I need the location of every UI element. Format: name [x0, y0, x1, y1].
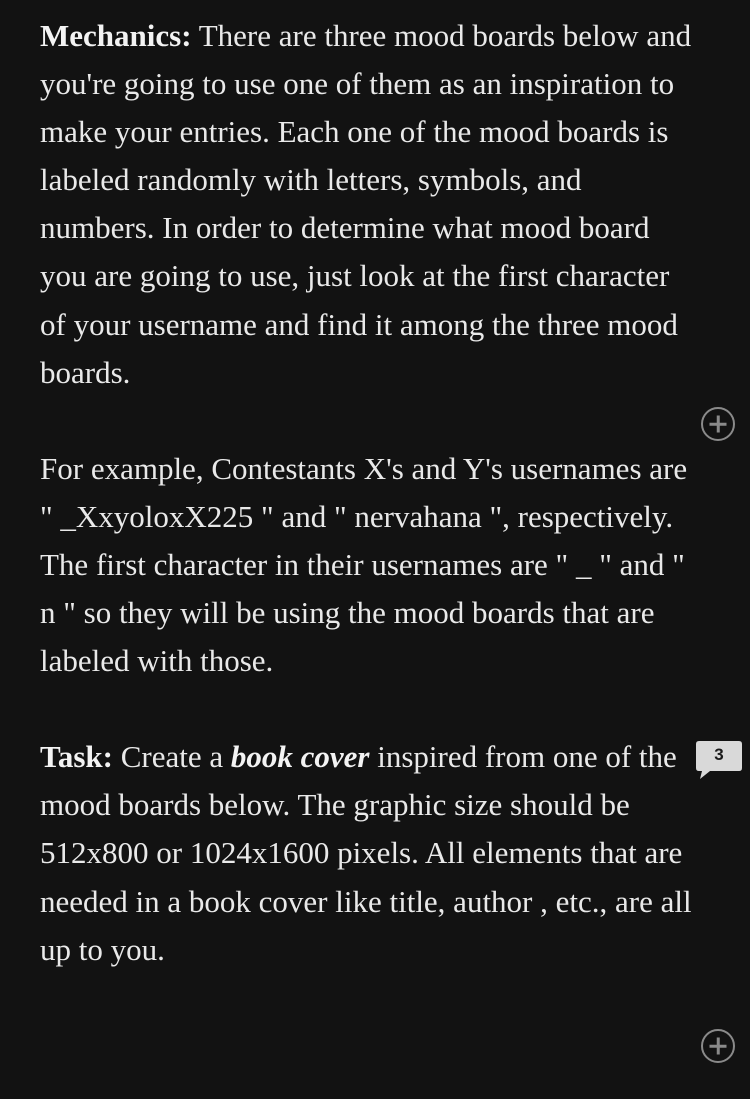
task-text-before: Create a [112, 739, 231, 775]
add-comment-icon[interactable] [701, 407, 735, 441]
example-text: For example, Contestants X's and Y's usernames are " _XxyoloxX225 " and " nervahana ", respectively. The first character in their usernames are " _ " and " n " so they will be using the mood boards that are labeled with those. [40, 450, 688, 679]
task-text-after: inspired from one of the mood boards below. The graphic size should be 512x800 or 1024x1600 pixels. All elements that are needed in a book cover like title, author , etc., are all up to you. [40, 739, 692, 967]
task-paragraph[interactable] [40, 733, 700, 973]
comment-count: 3 [714, 745, 724, 764]
task-emphasis: book cover [230, 739, 370, 775]
add-comment-icon[interactable] [701, 1029, 735, 1063]
story-content [40, 12, 700, 974]
comment-count-badge[interactable] [696, 741, 742, 781]
mechanics-paragraph[interactable] [40, 12, 700, 397]
task-label: Task: [40, 739, 113, 775]
example-paragraph[interactable] [40, 445, 700, 685]
mechanics-text: There are three mood boards below and you're going to use one of them as an inspiration to make your entries. Each one of the mood boards is labeled randomly with letters, symbols, and numbers. In order to determine what mood board you are going to use, just look at the first character of your username and find it among the three mood boards. [40, 18, 692, 390]
mechanics-label: Mechanics: [40, 18, 192, 53]
